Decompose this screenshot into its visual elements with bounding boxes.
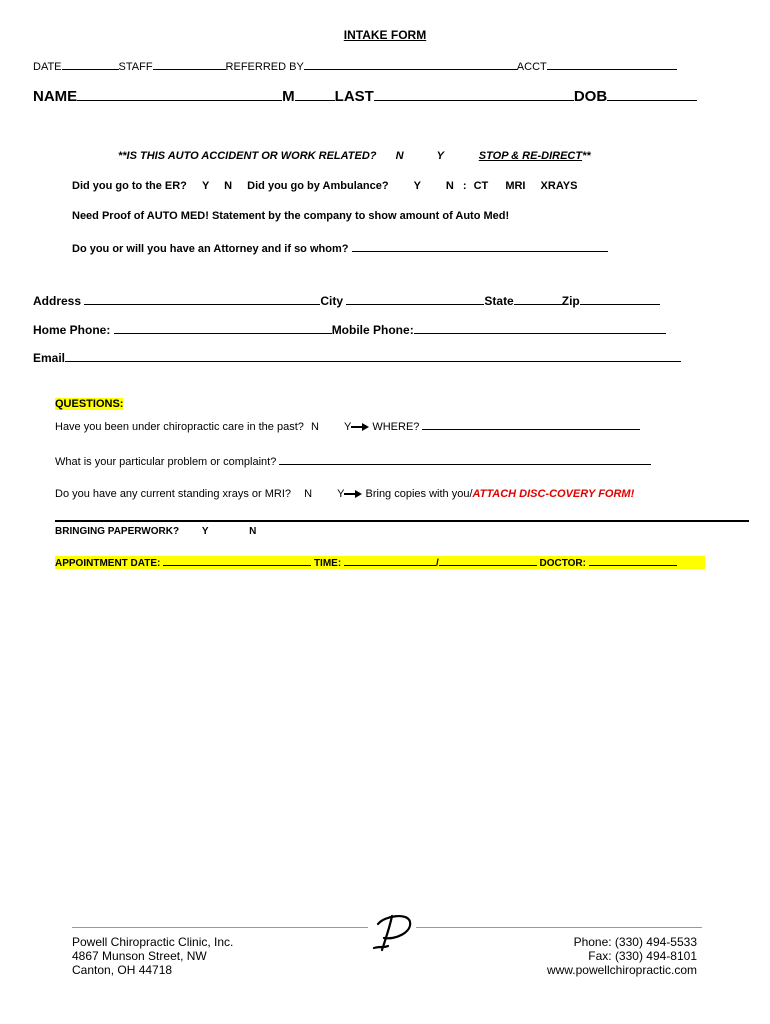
- date-label: DATE: [33, 61, 62, 73]
- q3-attach-form: ATTACH DISC-COVERY FORM!: [472, 488, 635, 500]
- address-field[interactable]: [84, 293, 320, 305]
- appointment-time-label: TIME:: [313, 558, 342, 569]
- q2-field[interactable]: [279, 453, 651, 465]
- q1-n-option[interactable]: N: [310, 421, 319, 433]
- footer-rule-right: [416, 927, 702, 928]
- date-field[interactable]: [62, 58, 119, 70]
- auto-accident-question: [118, 150, 591, 162]
- state-field[interactable]: [514, 293, 562, 305]
- q2-text: What is your particular problem or complaint?: [55, 456, 277, 468]
- stop-redirect-text: STOP & RE-DIRECT: [478, 150, 583, 162]
- address-label: Address: [33, 294, 82, 308]
- er-n-option[interactable]: N: [224, 180, 233, 192]
- q3-y-option[interactable]: Y: [337, 488, 345, 500]
- er-y-option[interactable]: Y: [201, 180, 210, 192]
- paperwork-label: BRINGING PAPERWORK?: [55, 526, 180, 537]
- paperwork-n-option[interactable]: N: [249, 526, 257, 537]
- auto-n-option[interactable]: N: [395, 150, 404, 162]
- name-label: NAME: [33, 88, 78, 105]
- middle-field[interactable]: [295, 86, 335, 101]
- footer-rule-left: [72, 927, 368, 928]
- question-xrays: [55, 488, 634, 500]
- arrow-right-icon: [351, 423, 369, 431]
- section-divider: [55, 520, 749, 522]
- stop-redirect-stars: **: [582, 150, 591, 162]
- dob-label: DOB: [573, 88, 608, 105]
- city-field[interactable]: [346, 293, 484, 305]
- clinic-city: Canton, OH 44718: [72, 963, 173, 977]
- header-fields-row: [33, 58, 677, 73]
- acct-field[interactable]: [547, 58, 677, 70]
- auto-question-text: **IS THIS AUTO ACCIDENT OR WORK RELATED?: [118, 150, 377, 162]
- appointment-doctor-field[interactable]: [589, 556, 677, 566]
- paperwork-y-option[interactable]: Y: [201, 526, 209, 537]
- staff-field[interactable]: [153, 58, 226, 70]
- zip-field[interactable]: [580, 293, 660, 305]
- mri-option[interactable]: MRI: [505, 180, 526, 192]
- attorney-question: Do you or will you have an Attorney and if so whom?: [72, 243, 349, 255]
- er-ambulance-row: [72, 180, 577, 192]
- questions-heading-text: QUESTIONS:: [55, 398, 124, 410]
- attorney-field[interactable]: [352, 240, 608, 252]
- acct-label: ACCT: [516, 61, 547, 73]
- q1-y-option[interactable]: Y: [343, 421, 352, 433]
- email-label: Email: [33, 351, 66, 365]
- q3-n-option[interactable]: N: [304, 488, 313, 500]
- appointment-date-label: APPOINTMENT DATE:: [55, 558, 161, 569]
- auto-y-option[interactable]: Y: [436, 150, 444, 162]
- footer-contact: [547, 935, 697, 977]
- city-label: City: [320, 294, 344, 308]
- address-row: [33, 293, 660, 308]
- ambulance-n-option[interactable]: N: [445, 180, 454, 192]
- appointment-time-field-2[interactable]: [439, 556, 537, 566]
- appointment-date-field[interactable]: [163, 556, 311, 566]
- ct-option[interactable]: CT: [473, 180, 489, 192]
- home-phone-label: Home Phone:: [33, 323, 111, 337]
- proof-auto-med-note: Need Proof of AUTO MED! Statement by the company to show amount of Auto Med!: [72, 210, 510, 222]
- clinic-street: 4867 Munson Street, NW: [72, 949, 207, 963]
- arrow-right-icon: [344, 490, 362, 498]
- stop-redirect: [479, 150, 591, 162]
- imaging-colon: :: [462, 180, 467, 192]
- question-problem: [55, 453, 651, 468]
- footer-address: [72, 935, 233, 977]
- first-name-field[interactable]: [77, 86, 282, 101]
- clinic-phone: Phone: (330) 494-5533: [573, 935, 697, 949]
- q1-where-label: WHERE?: [372, 421, 420, 433]
- question-chiro-care: [55, 418, 640, 433]
- referred-by-field[interactable]: [304, 58, 517, 70]
- last-name-field[interactable]: [374, 86, 574, 101]
- form-title: INTAKE FORM: [343, 28, 427, 42]
- ambulance-question: Did you go by Ambulance?: [247, 180, 389, 192]
- last-label: LAST: [334, 88, 374, 105]
- name-row: [33, 86, 697, 105]
- clinic-name: Powell Chiropractic Clinic, Inc.: [72, 935, 234, 949]
- zip-label: Zip: [561, 294, 580, 308]
- appointment-row: [55, 556, 705, 569]
- xrays-option[interactable]: XRAYS: [540, 180, 578, 192]
- email-row: [33, 350, 681, 365]
- email-field[interactable]: [65, 350, 681, 362]
- state-label: State: [484, 294, 514, 308]
- appointment-time-slash: /: [435, 558, 439, 569]
- q1-text: Have you been under chiropractic care in the past?: [55, 421, 304, 433]
- paperwork-row: [55, 526, 256, 537]
- mobile-phone-field[interactable]: [414, 322, 666, 334]
- middle-label: M: [282, 88, 295, 105]
- appointment-time-field[interactable]: [344, 556, 436, 566]
- q1-where-field[interactable]: [422, 418, 640, 430]
- mobile-phone-label: Mobile Phone:: [331, 323, 414, 337]
- phone-row: [33, 322, 666, 337]
- script-p-logo-icon: [368, 910, 416, 954]
- dob-field[interactable]: [607, 86, 697, 101]
- questions-heading: [55, 398, 123, 410]
- staff-label: STAFF: [118, 61, 153, 73]
- er-question: Did you go to the ER?: [72, 180, 187, 192]
- clinic-website[interactable]: www.powellchiropractic.com: [546, 963, 697, 977]
- q3-bring-text: Bring copies with you/: [365, 488, 473, 500]
- referred-by-label: REFERRED BY: [225, 61, 304, 73]
- attorney-row: [72, 240, 608, 255]
- clinic-fax: Fax: (330) 494-8101: [588, 949, 697, 963]
- ambulance-y-option[interactable]: Y: [413, 180, 421, 192]
- home-phone-field[interactable]: [114, 322, 332, 334]
- appointment-doctor-label: DOCTOR:: [539, 558, 586, 569]
- q3-text: Do you have any current standing xrays or MRI?: [55, 488, 292, 500]
